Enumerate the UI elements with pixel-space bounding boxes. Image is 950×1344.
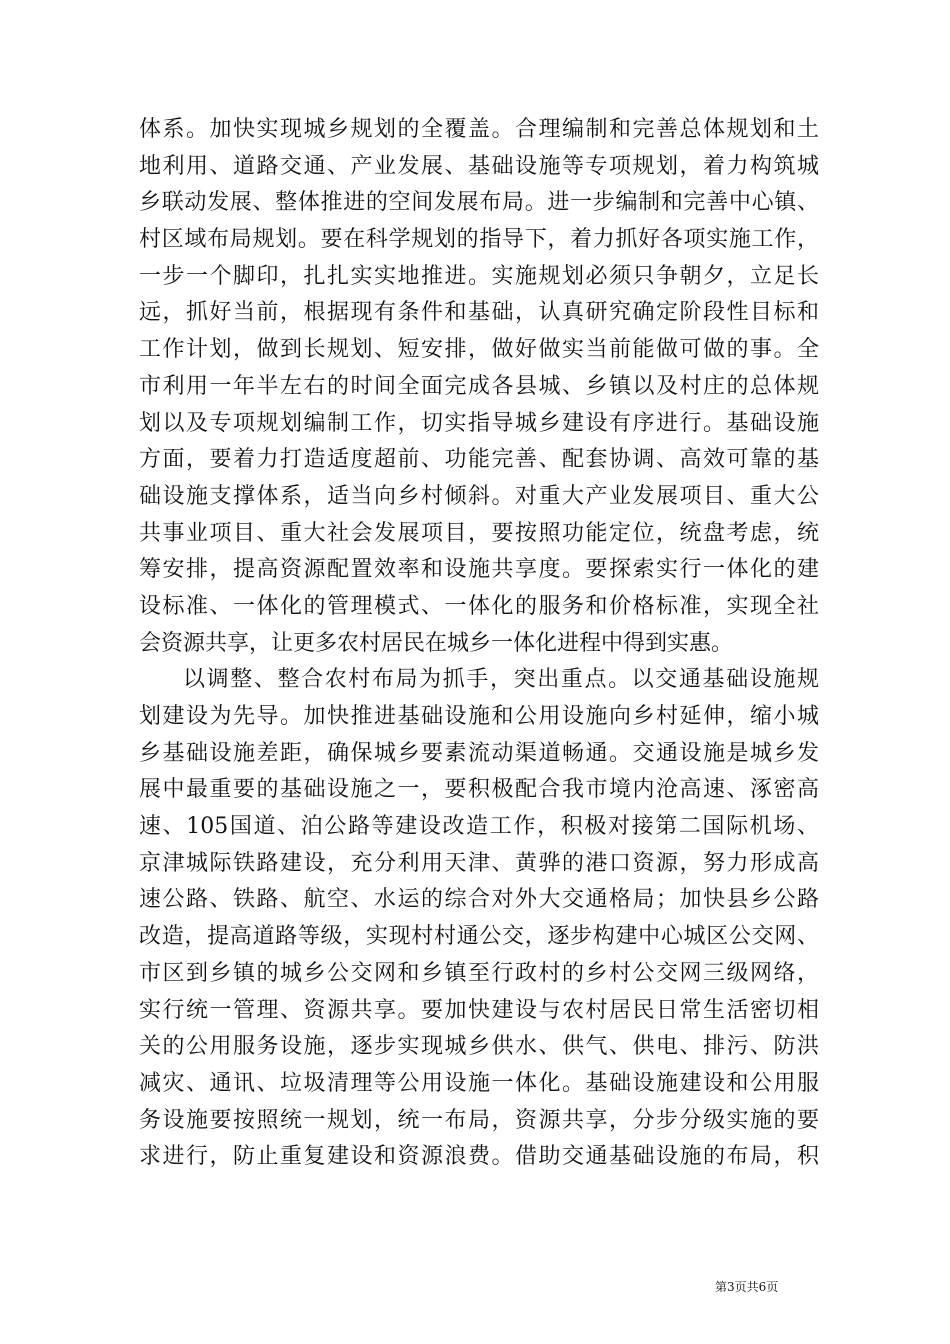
text-line: 体系。加快实现城乡规划的全覆盖。合理编制和完善总体规划和土	[139, 117, 819, 142]
text-line: 京津城际铁路建设，充分利用天津、黄骅的港口资源，努力形成高	[139, 850, 819, 876]
text-line: 设标准、一体化的管理模式、一体化的服务和价格标准，实现全社	[139, 593, 819, 619]
text-line: 速、105国道、泊公路等建设改造工作，积极对接第二国际机场、	[139, 814, 819, 840]
text-line: 乡联动发展、整体推进的空间发展布局。进一步编制和完善中心镇、	[139, 190, 819, 216]
paragraph-1	[139, 112, 819, 662]
text-line: 筹安排，提高资源配置效率和设施共享度。要探索实行一体化的建	[139, 557, 819, 583]
text-line: 村区域布局规划。要在科学规划的指导下，着力抓好各项实施工作，	[139, 227, 819, 253]
text-line: 远，抓好当前，根据现有条件和基础，认真研究确定阶段性目标和	[139, 300, 819, 326]
text-line: 求进行，防止重复建设和资源浪费。借助交通基础设施的布局，积	[139, 1144, 819, 1170]
text-line: 务设施要按照统一规划，统一布局，资源共享，分步分级实施的要	[139, 1107, 819, 1133]
text-line: 减灾、通讯、垃圾清理等公用设施一体化。基础设施建设和公用服	[139, 1070, 819, 1096]
page-number: 第3页共6页	[715, 1280, 779, 1294]
text-line: 改造，提高道路等级，实现村村通公交，逐步构建中心城区公交网、	[139, 924, 819, 950]
text-line: 划以及专项规划编制工作，切实指导城乡建设有序进行。基础设施	[139, 410, 819, 436]
text-line: 础设施支撑体系，适当向乡村倾斜。对重大产业发展项目、重大公	[139, 483, 819, 509]
page-body	[139, 112, 819, 1176]
text-line: 方面，要着力打造适度超前、功能完善、配套协调、高效可靠的基	[139, 447, 819, 473]
text-line: 乡基础设施差距，确保城乡要素流动渠道畅通。交通设施是城乡发	[139, 740, 819, 766]
text-line: 共事业项目、重大社会发展项目，要按照功能定位，统盘考虑，统	[139, 520, 819, 546]
text-line: 工作计划，做到长规划、短安排，做好做实当前能做可做的事。全	[139, 337, 819, 363]
text-line: 关的公用服务设施，逐步实现城乡供水、供气、供电、排污、防洪	[139, 1034, 819, 1060]
text-line: 实行统一管理、资源共享。要加快建设与农村居民日常生活密切相	[139, 997, 819, 1023]
text-line: 地利用、道路交通、产业发展、基础设施等专项规划，着力构筑城	[139, 153, 819, 179]
text-line: 会资源共享，让更多农村居民在城乡一体化进程中得到实惠。	[139, 630, 734, 656]
text-line: 市区到乡镇的城乡公交网和乡镇至行政村的乡村公交网三级网络，	[139, 960, 819, 986]
text-line: 一步一个脚印，扎扎实实地推进。实施规划必须只争朝夕，立足长	[139, 263, 819, 289]
text-line: 以调整、整合农村布局为抓手，突出重点。以交通基础设施规	[183, 667, 819, 693]
paragraph-2	[139, 662, 819, 1176]
text-line: 划建设为先导。加快推进基础设施和公用设施向乡村延伸，缩小城	[139, 704, 819, 729]
text-line: 市利用一年半左右的时间全面完成各县城、乡镇以及村庄的总体规	[139, 373, 819, 399]
text-line: 速公路、铁路、航空、水运的综合对外大交通格局；加快县乡公路	[139, 887, 819, 913]
text-line: 展中最重要的基础设施之一，要积极配合我市境内沧高速、涿密高	[139, 777, 819, 803]
